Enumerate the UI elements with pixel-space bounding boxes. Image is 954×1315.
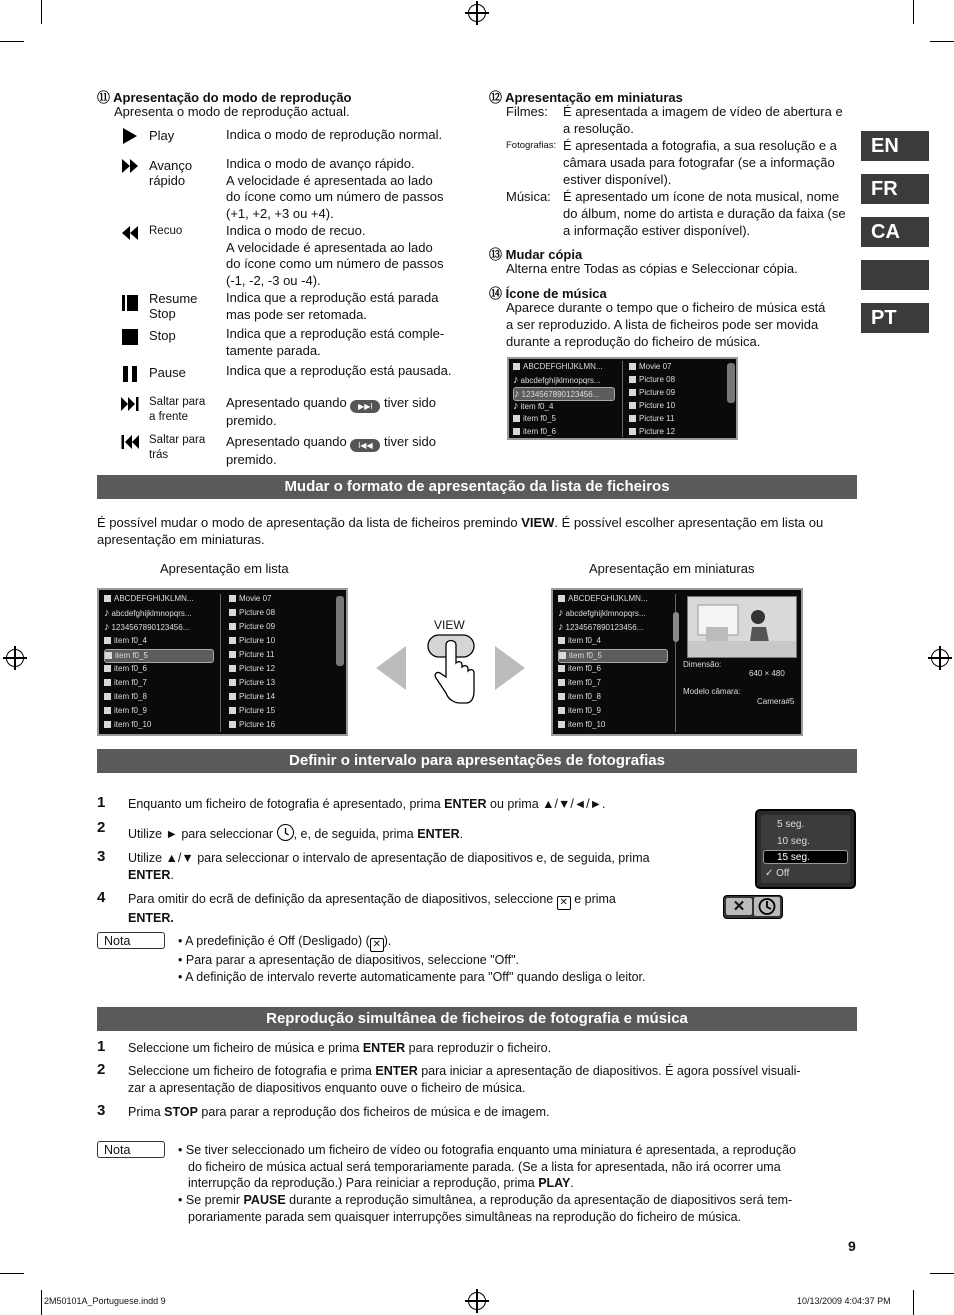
list-item: Picture 08 xyxy=(639,375,676,384)
close-x-icon: ✕ xyxy=(557,896,571,910)
list-item: ABCDEFGHIJKLMN... xyxy=(523,362,603,371)
picture-icon xyxy=(629,428,636,435)
list-item[interactable]: ♪ abcdefghijklmnopqrs... xyxy=(104,607,192,619)
note-label: Nota xyxy=(97,1141,165,1158)
close-x-icon[interactable]: ✕ xyxy=(726,898,752,915)
list-item: item f0_6 xyxy=(523,427,556,436)
list-item[interactable]: item f0_4 xyxy=(104,635,147,647)
file-icon xyxy=(104,637,111,644)
list-item-selected[interactable]: 1234567890123456... xyxy=(521,390,600,399)
page-number: 9 xyxy=(848,1238,856,1254)
lang-tab-ca[interactable]: CA xyxy=(861,217,929,247)
step-number: 3 xyxy=(97,848,106,865)
arrow-left-icon xyxy=(376,646,406,690)
file-icon xyxy=(559,652,566,659)
music-note-icon: ♪ xyxy=(513,400,519,412)
step-number: 1 xyxy=(97,1038,106,1055)
list-item[interactable]: item f0_5 xyxy=(558,649,668,663)
info-dim-value: 640 × 480 xyxy=(749,669,785,678)
list-item[interactable]: Picture 14 xyxy=(229,691,275,703)
list-item[interactable]: item f0_4 xyxy=(558,635,601,647)
picture-icon xyxy=(229,679,236,686)
list-item: item f0_5 xyxy=(523,414,556,423)
picture-icon xyxy=(629,376,636,383)
mode-label: Recuo xyxy=(149,225,183,237)
caption-thumbnail-view: Apresentação em miniaturas xyxy=(589,561,755,576)
note-text: • A predefinição é Off (Desligado) ( ✕ ). • Para parar a apresentação de diapositivos, seleccione "Off". • A definição de intervalo reverte automaticamente para "Off" quando desliga o leitor. xyxy=(178,934,646,984)
caption-list-view: Apresentação em lista xyxy=(160,561,289,576)
note-text: • Se tiver seleccionado um ficheiro de vídeo ou fotografia enquanto uma miniatura é apresentada, a reprodução do ficheiro de música actual será temporariamente parada. (Se a lista for apresentada, não irá ocorrer uma interrupção da reprodução.) Para reiniciar a reprodução, prima PLAY. xyxy=(178,1143,796,1190)
menu-option[interactable]: ✓ Off xyxy=(765,868,790,879)
skip-forward-icon xyxy=(121,395,139,413)
list-item[interactable]: item f0_10 xyxy=(104,719,151,731)
list-item[interactable]: item f0_10 xyxy=(558,719,605,731)
folder-icon xyxy=(104,595,111,602)
s12-key: Fotografias: xyxy=(506,140,557,151)
list-item: Movie 07 xyxy=(639,362,672,371)
list-item[interactable]: Picture 12 xyxy=(229,663,275,675)
resume-stop-icon xyxy=(121,294,139,312)
list-item: Picture 09 xyxy=(639,388,676,397)
photo-thumbnail xyxy=(687,596,797,658)
thumbnail-view-screen xyxy=(551,588,803,736)
file-icon xyxy=(104,721,111,728)
stop-icon xyxy=(121,328,139,346)
info-camera-label: Modelo câmara: xyxy=(683,687,741,696)
trim-mark xyxy=(913,0,914,24)
music-note-icon: ♪ xyxy=(558,607,564,619)
section-13-title: ⑬ Mudar cópia xyxy=(489,247,583,262)
mode-desc: Indica que a reprodução está pausada. xyxy=(226,363,452,378)
fast-forward-icon xyxy=(121,157,139,175)
mode-label: Play xyxy=(149,128,175,143)
close-x-icon: ✕ xyxy=(370,938,384,952)
list-item[interactable]: item f0_7 xyxy=(558,677,601,689)
view-intro-text: É possível mudar o modo de apresentação da lista de ficheiros premindo VIEW. É possível escolher apresentação em lista ou apresentação em miniaturas. xyxy=(97,515,824,547)
menu-option[interactable]: 5 seg. xyxy=(777,819,805,830)
trim-mark xyxy=(0,41,24,42)
step-number: 2 xyxy=(97,819,106,836)
trim-mark xyxy=(41,0,42,24)
section-heading-slideshow-interval: Definir o intervalo para apresentações de fotografias xyxy=(97,749,857,773)
music-note-icon: ♪ xyxy=(104,621,110,633)
picture-icon xyxy=(229,693,236,700)
pause-icon xyxy=(121,365,139,383)
list-item[interactable]: item f0_6 xyxy=(558,663,601,675)
mode-label: Pause xyxy=(149,365,186,380)
step-text: Utilize ► para seleccionar , e, de seguida, prima ENTER. xyxy=(128,824,463,843)
mode-desc: Indica o modo de avanço rápido. A velocidade é apresentada ao lado do ícone como um número de passos (+1, +2, +3 ou +4). xyxy=(226,156,444,221)
interval-menu xyxy=(755,809,856,889)
file-icon xyxy=(513,428,520,435)
file-icon xyxy=(513,415,520,422)
s12-key: Música: xyxy=(506,189,551,204)
view-button-press-icon[interactable] xyxy=(426,633,478,709)
file-icon xyxy=(558,721,565,728)
list-item[interactable]: item f0_8 xyxy=(104,691,147,703)
s12-key: Filmes: xyxy=(506,104,548,119)
step-number: 4 xyxy=(97,889,106,906)
list-item[interactable]: Movie 07 xyxy=(229,593,271,605)
list-item[interactable]: Picture 10 xyxy=(229,635,275,647)
list-item[interactable]: ♪ 1234567890123456... xyxy=(104,621,190,633)
mode-desc: Indica que a reprodução está parada mas pode ser retomada. xyxy=(226,290,439,322)
footer-filename: 2M50101A_Portuguese.indd 9 xyxy=(44,1296,166,1306)
scrollbar[interactable] xyxy=(727,363,735,403)
clock-icon[interactable] xyxy=(754,897,780,916)
list-item: abcdefghijklmnopqrs... xyxy=(520,376,601,385)
picture-icon xyxy=(629,389,636,396)
list-item[interactable]: ABCDEFGHIJKLMN... xyxy=(104,593,194,605)
mode-desc: tiver sido premido. xyxy=(226,434,436,467)
trim-mark xyxy=(0,1273,24,1274)
registration-mark-icon xyxy=(468,4,486,22)
picture-icon xyxy=(229,665,236,672)
file-icon xyxy=(558,637,565,644)
registration-mark-icon xyxy=(468,1292,486,1310)
play-icon xyxy=(121,127,139,145)
skip-back-icon xyxy=(121,433,139,451)
file-icon xyxy=(104,679,111,686)
list-item[interactable]: Picture 11 xyxy=(229,649,274,661)
list-item[interactable]: item f0_6 xyxy=(104,663,147,675)
s12-value: É apresentado um ícone de nota musical, nome do álbum, nome do artista e duração da faixa (se a informação estiver disponível). xyxy=(563,189,846,238)
list-item: Picture 12 xyxy=(639,427,676,436)
arrow-right-icon xyxy=(495,646,525,690)
mode-desc: Apresentado quando xyxy=(226,395,347,410)
step-text: Para omitir do ecrã de definição da apresentação de diapositivos, seleccione ✕ e prima ENTER. xyxy=(128,892,616,925)
picture-icon xyxy=(229,609,236,616)
section-12-title: ⑫ Apresentação em miniaturas xyxy=(489,90,683,105)
mode-label: Avanço rápido xyxy=(149,158,193,188)
note-label: Nota xyxy=(97,932,165,949)
picture-icon xyxy=(229,623,236,630)
mode-desc: Indica o modo de reprodução normal. xyxy=(226,127,443,142)
info-camera-value: Camera#5 xyxy=(757,697,795,706)
picture-icon xyxy=(229,707,236,714)
info-dim-label: Dimensão: xyxy=(683,660,722,669)
section-13-text: Alterna entre Todas as cópias e Seleccionar cópia. xyxy=(506,261,798,276)
skip-forward-button-icon: ▶▶I xyxy=(350,400,380,413)
view-button-label: VIEW xyxy=(434,618,465,632)
mode-label: Saltar para a frente xyxy=(149,396,206,423)
step-text: Seleccione um ficheiro de fotografia e prima ENTER para iniciar a apresentação de diapositivos. É agora possível visuali- zar a apresentação de diapositivos enquanto ouve o ficheiro de música. xyxy=(128,1064,801,1095)
lang-tab-en[interactable]: EN xyxy=(861,131,929,161)
file-icon xyxy=(558,665,565,672)
mode-label: Saltar para trás xyxy=(149,434,206,461)
list-item[interactable]: ♪ abcdefghijklmnopqrs... xyxy=(558,607,646,619)
list-item[interactable]: ♪ 1234567890123456... xyxy=(558,621,644,633)
movie-icon xyxy=(629,363,636,370)
section-14-text: Aparece durante o tempo que o ficheiro de música está a ser reproduzido. A lista de ficheiros pode ser movida durante a reprodução do ficheiro de música. xyxy=(506,300,826,349)
music-note-icon: ♪ xyxy=(513,374,519,386)
mode-desc: tiver sido premido. xyxy=(226,395,436,428)
list-item[interactable]: item f0_7 xyxy=(104,677,147,689)
registration-mark-icon xyxy=(6,649,24,667)
list-item[interactable]: item f0_5 xyxy=(104,649,214,663)
registration-mark-icon xyxy=(931,649,949,667)
step-text: Prima STOP para parar a reprodução dos ficheiros de música e de imagem. xyxy=(128,1105,550,1119)
list-item[interactable]: Picture 15 xyxy=(229,705,275,717)
mode-desc: Indica que a reprodução está comple- tamente parada. xyxy=(226,326,445,358)
picture-icon xyxy=(229,651,236,658)
file-icon xyxy=(558,679,565,686)
step-number: 2 xyxy=(97,1061,106,1078)
picture-icon xyxy=(629,415,636,422)
file-icon xyxy=(104,707,111,714)
lang-tab-blank[interactable] xyxy=(861,260,929,290)
picture-icon xyxy=(229,721,236,728)
file-icon xyxy=(558,707,565,714)
step-number: 1 xyxy=(97,794,106,811)
trim-mark xyxy=(930,1273,954,1274)
skip-back-button-icon: I◀◀ xyxy=(350,439,380,452)
list-item: item f0_4 xyxy=(520,402,554,411)
list-item[interactable]: Picture 09 xyxy=(229,621,275,633)
file-icon xyxy=(104,665,111,672)
list-view-screen xyxy=(97,588,348,736)
slideshow-toolbar xyxy=(723,895,783,919)
menu-option-selected[interactable]: 15 seg. xyxy=(777,852,810,863)
file-icon xyxy=(558,693,565,700)
section-14-title: ⑭ Ícone de música xyxy=(489,286,607,301)
folder-icon xyxy=(558,595,565,602)
section-11-title: ⑪ Apresentação do modo de reprodução xyxy=(97,90,352,105)
step-number: 3 xyxy=(97,1102,106,1119)
section-heading-view-format: Mudar o formato de apresentação da lista de ficheiros xyxy=(97,475,857,499)
section-heading-simultaneous-playback: Reprodução simultânea de ficheiros de fotografia e música xyxy=(97,1007,857,1031)
list-item[interactable]: item f0_9 xyxy=(558,705,601,717)
list-item[interactable]: item f0_9 xyxy=(104,705,147,717)
mode-desc: Apresentado quando xyxy=(226,434,347,449)
list-item[interactable]: Picture 16 xyxy=(229,719,275,731)
trim-mark xyxy=(41,1290,42,1315)
section-11-subtitle: Apresenta o modo de reprodução actual. xyxy=(114,104,350,119)
list-item[interactable]: Picture 08 xyxy=(229,607,275,619)
trim-mark xyxy=(913,1290,914,1315)
step-text: Seleccione um ficheiro de música e prima ENTER para reproduzir o ficheiro. xyxy=(128,1041,552,1055)
note-text: • Se premir PAUSE durante a reprodução simultânea, a reprodução da apresentação de diapositivos será tem- porariamente parada sem quaisquer interrupções simultâneas na reprodução do ficheiro de música. xyxy=(178,1193,793,1224)
music-playing-screen xyxy=(507,357,738,440)
music-note-icon: ♪ xyxy=(514,388,520,400)
scrollbar[interactable] xyxy=(336,596,344,666)
footer-date: 10/13/2009 4:04:37 PM xyxy=(797,1296,891,1306)
list-item[interactable]: item f0_8 xyxy=(558,691,601,703)
step-text: Utilize ▲/▼ para seleccionar o intervalo de apresentação de diapositivos e, de seguida, prima ENTER. xyxy=(128,851,650,882)
mode-desc: Indica o modo de recuo. A velocidade é apresentada ao lado do ícone como um número de passos (-1, -2, -3 ou -4). xyxy=(226,223,444,288)
music-note-icon: ♪ xyxy=(558,621,564,633)
s12-value: É apresentada a fotografia, a sua resolução e a câmara usada para fotografar (se a informação estiver disponível). xyxy=(563,138,837,187)
list-item: Picture 10 xyxy=(639,401,676,410)
lang-tab-fr[interactable]: FR xyxy=(861,174,929,204)
trim-mark xyxy=(930,41,954,42)
music-note-icon: ♪ xyxy=(104,607,110,619)
picture-icon xyxy=(629,402,636,409)
list-item[interactable]: Picture 13 xyxy=(229,677,275,689)
list-item: Picture 11 xyxy=(639,414,675,423)
file-icon xyxy=(104,693,111,700)
lang-tab-pt[interactable]: PT xyxy=(861,303,929,333)
file-icon xyxy=(105,652,112,659)
list-item[interactable]: ABCDEFGHIJKLMN... xyxy=(558,593,648,605)
clock-icon xyxy=(277,824,294,841)
folder-icon xyxy=(513,363,520,370)
picture-icon xyxy=(229,637,236,644)
movie-icon xyxy=(229,595,236,602)
mode-label: Resume Stop xyxy=(149,291,198,321)
menu-option[interactable]: 10 seg. xyxy=(777,836,810,847)
s12-value: É apresentada a imagem de vídeo de abertura e a resolução. xyxy=(563,104,843,136)
rewind-icon xyxy=(121,224,139,242)
mode-label: Stop xyxy=(149,328,176,343)
step-text: Enquanto um ficheiro de fotografia é apresentado, prima ENTER ou prima ▲/▼/◄/►. xyxy=(128,797,606,811)
